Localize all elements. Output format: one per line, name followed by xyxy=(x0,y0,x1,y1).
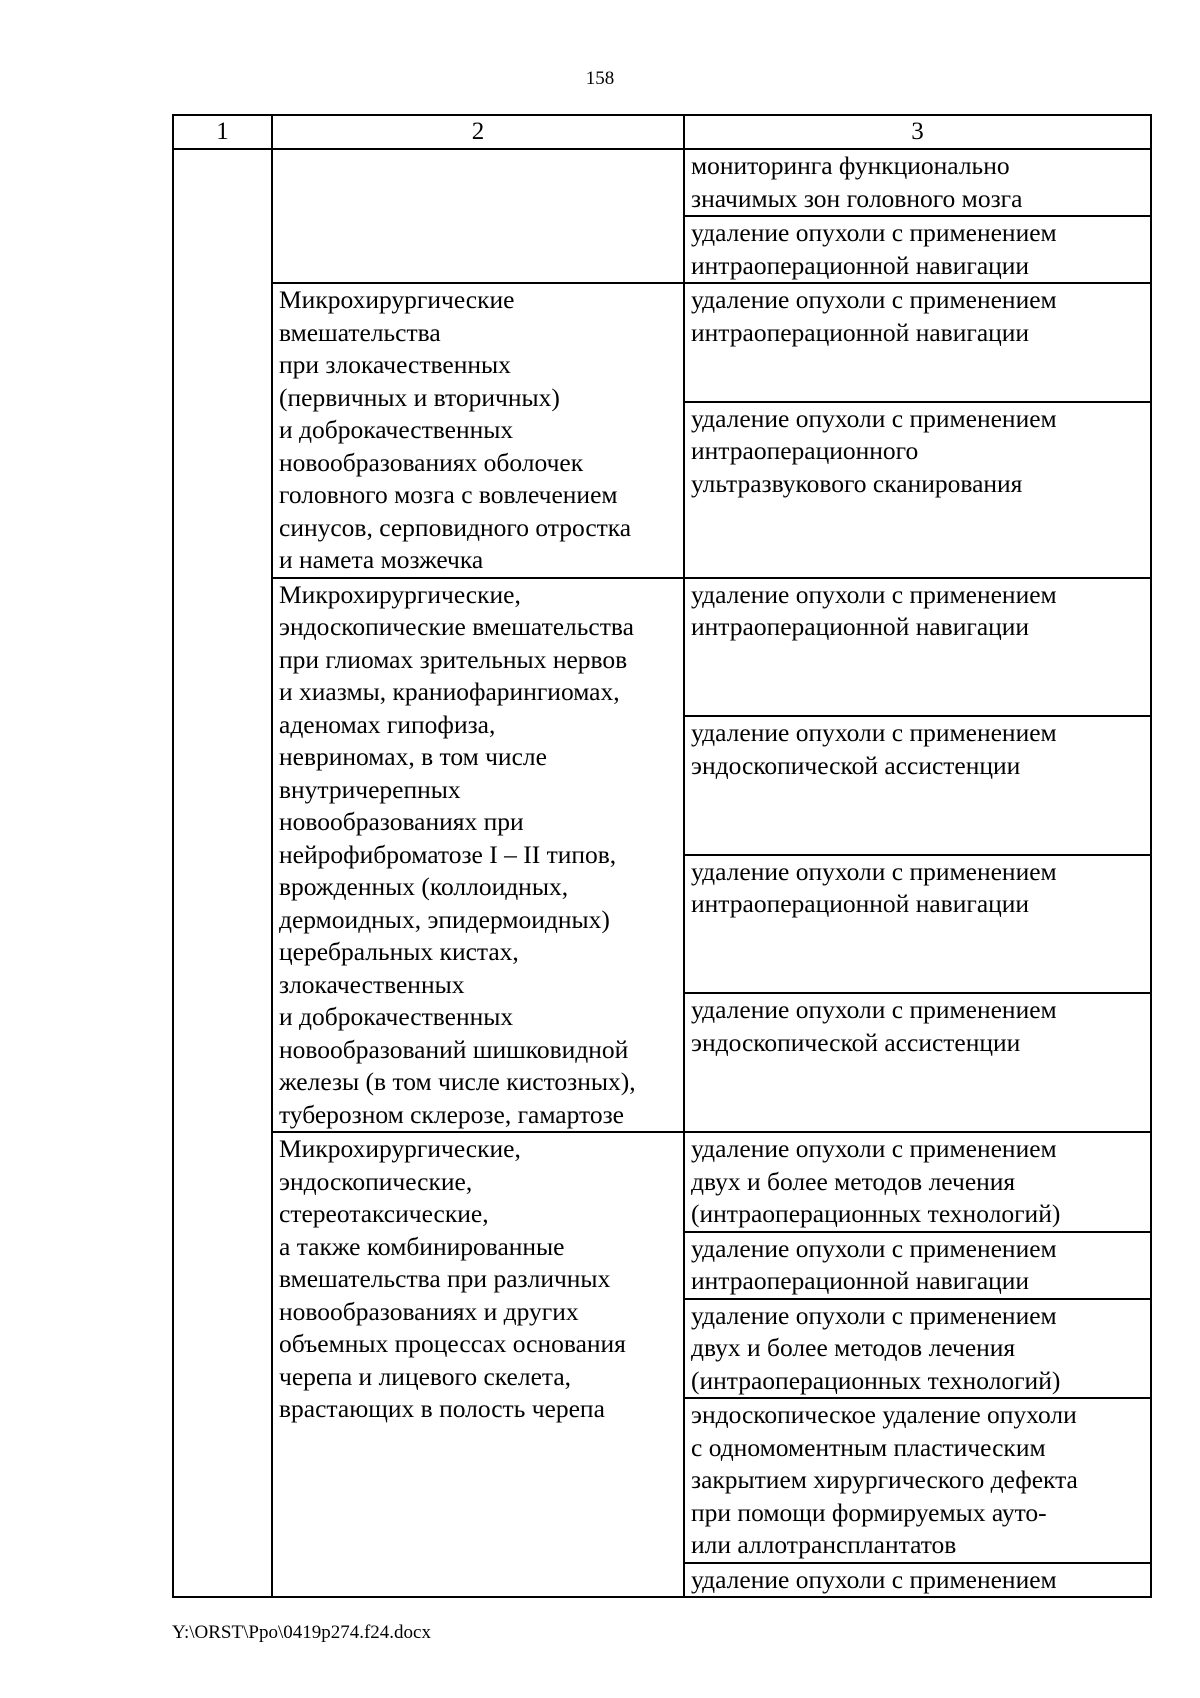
method-cell: мониторинга функционально значимых зон головного мозга xyxy=(684,149,1151,216)
method-cell: удаление опухоли с применением интраоперационной навигации xyxy=(684,216,1151,283)
table-row xyxy=(173,283,1151,402)
method-cell: удаление опухоли с применением интраоперационной навигации xyxy=(684,855,1151,994)
column-header-2: 2 xyxy=(272,115,684,149)
column-header-3: 3 xyxy=(684,115,1151,149)
table-row xyxy=(173,149,1151,216)
procedures-table xyxy=(172,114,1152,1598)
method-cell: удаление опухоли с применением интраоперационной навигации xyxy=(684,283,1151,402)
method-cell: удаление опухоли с применением xyxy=(684,1563,1151,1598)
intervention-description-cell xyxy=(272,149,684,283)
footer-file-path: Y:\ORST\Ppo\0419p274.f24.docx xyxy=(172,1622,431,1643)
method-cell: удаление опухоли с применением эндоскопической ассистенции xyxy=(684,993,1151,1132)
column-header-1: 1 xyxy=(173,115,272,149)
column-1-cell xyxy=(173,149,272,1597)
method-cell: удаление опухоли с применением двух и более методов лечения (интраоперационных технологий) xyxy=(684,1132,1151,1232)
table-row xyxy=(173,1132,1151,1232)
method-cell: удаление опухоли с применением двух и более методов лечения (интраоперационных технологий) xyxy=(684,1299,1151,1399)
method-cell: удаление опухоли с применением интраоперационной навигации xyxy=(684,1232,1151,1299)
method-cell: удаление опухоли с применением интраоперационной навигации xyxy=(684,578,1151,717)
page-number: 158 xyxy=(585,68,615,89)
table-row xyxy=(173,578,1151,717)
intervention-description-cell: Микрохирургические, эндоскопические, стереотаксические, а также комбинированные вмешательства при различных новообразованиях и других объемных процессах основания черепа и лицевого скелета, врастающих в полость черепа xyxy=(272,1132,684,1597)
table-body xyxy=(173,149,1151,1597)
method-cell: удаление опухоли с применением интраоперационного ультразвукового сканирования xyxy=(684,402,1151,578)
intervention-description-cell: Микрохирургические вмешательства при злокачественных (первичных и вторичных) и доброкачественных новообразованиях оболочек головного мозга с вовлечением синусов, серповидного отростка и намета мозжечка xyxy=(272,283,684,578)
method-cell: эндоскопическое удаление опухоли с одномоментным пластическим закрытием хирургического дефекта при помощи формируемых ауто- или аллотрансплантатов xyxy=(684,1398,1151,1563)
table-header-row xyxy=(173,115,1151,149)
method-cell: удаление опухоли с применением эндоскопической ассистенции xyxy=(684,716,1151,855)
intervention-description-cell: Микрохирургические, эндоскопические вмешательства при глиомах зрительных нервов и хиазмы, краниофарингиомах, аденомах гипофиза, невриномах, в том числе внутричерепных новообразованиях при нейрофиброматозе I – II типов, врожденных (коллоидных, дермоидных, эпидермоидных) церебральных кистах, злокачественных и доброкачественных новообразований шишковидной железы (в том числе кистозных), туберозном склерозе, гамартозе xyxy=(272,578,684,1133)
